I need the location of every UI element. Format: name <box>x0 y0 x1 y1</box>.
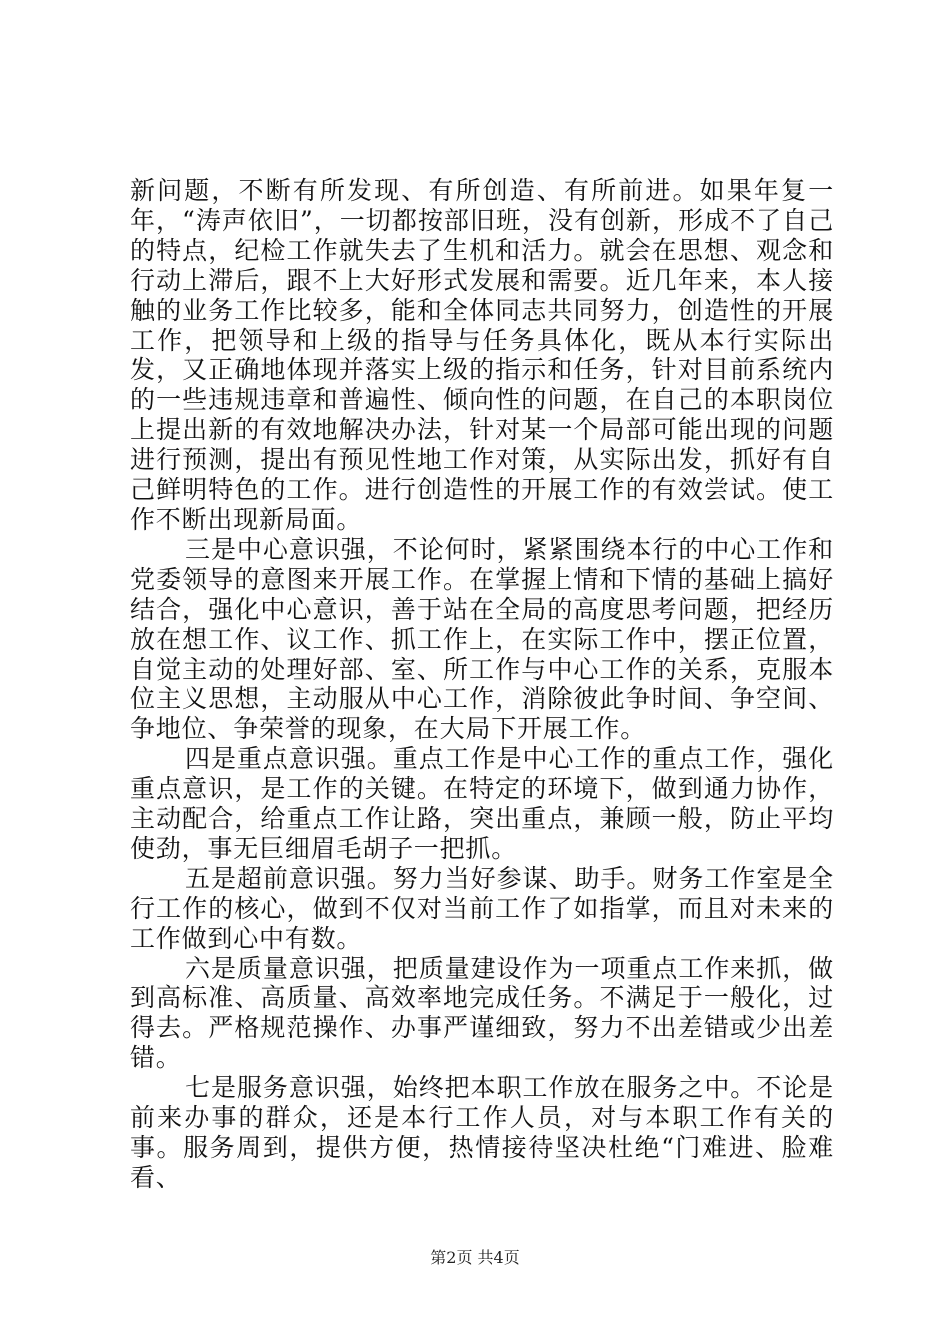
paragraph-service-awareness: 七是服务意识强，始终把本职工作放在服务之中。不论是前来办事的群众，还是本行工作人员，对与本职工作有关的事。服务周到，提供方便，热情接待坚决杜绝“门难进、脸难看、 <box>130 1073 834 1192</box>
document-body <box>130 176 834 1193</box>
paragraph-forward-awareness: 五是超前意识强。努力当好参谋、助手。财务工作室是全行工作的核心，做到不仅对当前工作了如指掌，而且对未来的工作做到心中有数。 <box>130 863 834 953</box>
paragraph-center-awareness: 三是中心意识强，不论何时，紧紧围绕本行的中心工作和党委领导的意图来开展工作。在掌握上情和下情的基础上搞好结合，强化中心意识，善于站在全局的高度思考问题，把经历放在想工作、议工作、抓工作上，在实际工作中，摆正位置，自觉主动的处理好部、室、所工作与中心工作的关系，克服本位主义思想，主动服从中心工作，消除彼此争时间、争空间、争地位、争荣誉的现象，在大局下开展工作。 <box>130 534 834 744</box>
paragraph-key-awareness: 四是重点意识强。重点工作是中心工作的重点工作，强化重点意识，是工作的关键。在特定的环境下，做到通力协作，主动配合，给重点工作让路，突出重点，兼顾一般，防止平均使劲，事无巨细眉毛胡子一把抓。 <box>130 744 834 863</box>
page-footer: 第2页 共4页 <box>430 1248 520 1267</box>
paragraph-quality-awareness: 六是质量意识强，把质量建设作为一项重点工作来抓，做到高标准、高质量、高效率地完成任务。不满足于一般化，过得去。严格规范操作、办事严谨细致，努力不出差错或少出差错。 <box>130 953 834 1073</box>
paragraph-continuation: 新问题，不断有所发现、有所创造、有所前进。如果年复一年，“涛声依旧”，一切都按部旧班，没有创新，形成不了自己的特点，纪检工作就失去了生机和活力。就会在思想、观念和行动上滞后，跟不上大好形式发展和需要。近几年来，本人接触的业务工作比较多，能和全体同志共同努力，创造性的开展工作，把领导和上级的指导与任务具体化，既从本行实际出发，又正确地体现并落实上级的指示和任务，针对目前系统内的一些违规违章和普遍性、倾向性的问题，在自己的本职岗位上提出新的有效地解决办法，针对某一个局部可能出现的问题进行预测，提出有预见性地工作对策，从实际出发，抓好有自己鲜明特色的工作。进行创造性的开展工作的有效尝试。使工作不断出现新局面。 <box>130 176 834 534</box>
